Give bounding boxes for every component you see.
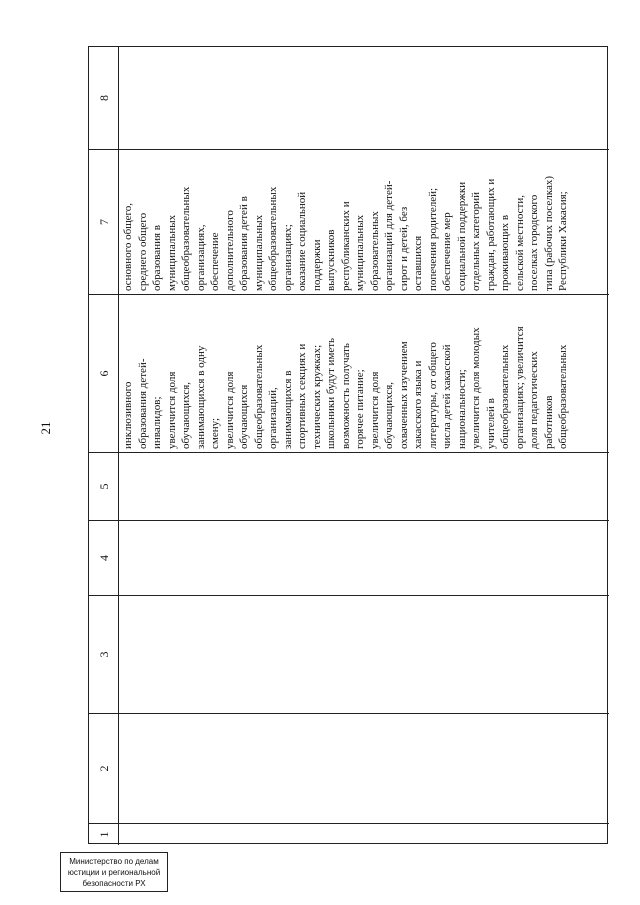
text-line: занимающихся в одну	[194, 345, 207, 449]
stamp-line: безопасности РХ	[82, 879, 146, 888]
text-line: образовательных	[368, 211, 381, 291]
text-line: граждан, работающих и	[484, 178, 497, 291]
document-table	[88, 46, 608, 844]
text-line: обучающихся,	[383, 381, 395, 449]
col-header-8: 8	[96, 95, 111, 101]
table-body-row	[119, 47, 609, 845]
col-header-1: 1	[89, 823, 119, 845]
text-line: возможность получать	[339, 343, 352, 449]
text-line: сельской местности,	[513, 194, 526, 291]
text-line: попечения родителей;	[426, 187, 439, 291]
text-line: выпускников	[325, 229, 337, 291]
text-line: организаций,	[267, 387, 279, 449]
text-line: общеобразовательных	[252, 344, 265, 449]
text-line: образования в	[151, 225, 163, 291]
col-header-2: 2	[89, 713, 119, 823]
text-line: увеличится доля молодых	[470, 327, 482, 449]
text-line: организациях,	[194, 224, 207, 291]
col-header-3: 3	[89, 595, 119, 713]
text-line: учителей в	[484, 398, 497, 449]
text-line: литературы, от общего	[426, 342, 439, 449]
text-line: среднего общего	[136, 212, 149, 291]
text-line: национальности;	[455, 369, 468, 449]
text-line: охваченных изучением	[397, 341, 410, 449]
text-line: отдельных категорий	[470, 191, 482, 291]
text-line: общеобразовательных	[267, 186, 279, 291]
col-header-6: 6	[89, 294, 119, 452]
text-line: технических кружках;	[310, 344, 323, 449]
cell-col-8	[119, 47, 609, 149]
cell-col-5	[119, 452, 609, 520]
text-line: числа детей хакасской	[441, 344, 453, 449]
cell-col-4	[119, 520, 609, 595]
text-line: обучающихся,	[180, 381, 192, 449]
text-line: хакасского языка и	[412, 360, 424, 449]
text-line: образования детей в	[238, 196, 250, 291]
text-line: общеобразовательных	[499, 344, 511, 449]
text-line: основного общего,	[122, 202, 134, 291]
text-line: оставшихся	[412, 235, 424, 291]
text-line: организациях;	[281, 224, 294, 291]
page-number: 21	[38, 421, 53, 435]
text-line: проживающих в	[499, 214, 511, 291]
text-line: школьники будут иметь	[325, 337, 337, 449]
text-line: смену;	[209, 417, 221, 449]
text-line: поддержки	[310, 239, 323, 291]
text-line: дополнительного	[223, 210, 236, 291]
text-line: увеличится доля	[165, 371, 178, 449]
col-header-7: 7	[89, 149, 119, 294]
col7-text	[121, 153, 571, 291]
text-line: увеличится доля	[368, 371, 381, 449]
text-line: образования детей-	[136, 358, 149, 449]
text-line: доля педагогических	[528, 351, 540, 449]
text-line: увеличится доля	[223, 371, 236, 449]
text-line: обеспечение мер	[441, 212, 453, 291]
text-line: занимающихся в	[281, 370, 294, 449]
col6-text	[121, 298, 571, 449]
text-line: обеспечение	[209, 232, 221, 291]
stamp-line: Министерство по делам	[69, 857, 159, 866]
text-line: муниципальных	[354, 214, 366, 291]
text-line: организаций для детей-	[383, 180, 395, 291]
col-header-5: 5	[89, 452, 119, 520]
text-line: типа (рабочих поселках)	[542, 175, 555, 291]
text-line: горячее питание;	[354, 369, 366, 449]
text-line: работников	[542, 395, 555, 449]
cell-col-1	[119, 823, 609, 845]
text-line: муниципальных	[252, 214, 265, 291]
text-line: поселках городского	[528, 194, 540, 291]
text-line: социальной поддержки	[455, 181, 468, 291]
text-line: общеобразовательных	[180, 186, 192, 291]
text-line: спортивных секциях и	[296, 343, 308, 449]
cell-col-2	[119, 713, 609, 823]
text-line: обучающихся	[238, 384, 250, 449]
text-line: Республики Хакасия;	[557, 191, 569, 291]
cell-col-6	[119, 294, 609, 452]
text-line: республиканских и	[339, 201, 352, 291]
text-line: организациях; увеличится	[513, 326, 526, 449]
text-line: инклюзивного	[122, 381, 134, 449]
text-line: оказание социальной	[296, 191, 308, 291]
text-line: инвалидов;	[151, 396, 163, 449]
col-header-4: 4	[89, 520, 119, 595]
text-line: сирот и детей, без	[397, 206, 410, 291]
cell-col-3	[119, 595, 609, 713]
rotated-table-canvas	[89, 47, 609, 845]
text-line: муниципальных	[165, 214, 178, 291]
ministry-stamp	[60, 852, 168, 892]
cell-col-7	[119, 149, 609, 294]
stamp-line: юстиции и региональной	[67, 868, 161, 877]
table-header-row	[89, 47, 119, 845]
text-line: общеобразовательных	[557, 344, 569, 449]
